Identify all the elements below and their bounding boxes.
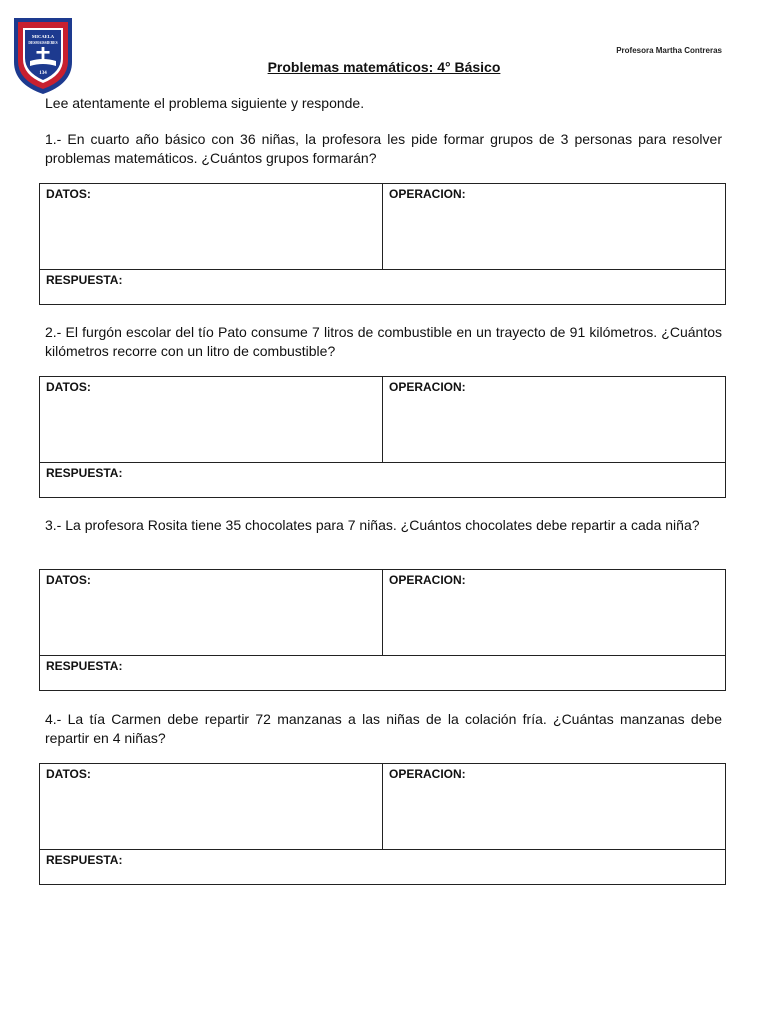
crest-text-2: DESMAISSIERES — [28, 41, 58, 45]
problem-4-answer-table — [39, 763, 726, 885]
problem-2-text: 2.- El furgón escolar del tío Pato consume 7 litros de combustible en un trayecto de 91 kilómetros. ¿Cuántos kilómetros recorre con un litro de combustible? — [45, 324, 722, 359]
page-title-text: Problemas matemáticos: 4° Básico — [267, 59, 501, 75]
datos-label: DATOS: — [46, 380, 91, 394]
datos-label: DATOS: — [46, 767, 91, 781]
problem-4-text: 4.- La tía Carmen debe repartir 72 manzanas a las niñas de la colación fría. ¿Cuántas manzanas debe repartir en 4 niñas? — [45, 711, 722, 746]
operacion-label: OPERACION: — [389, 187, 466, 201]
datos-cell[interactable] — [40, 570, 383, 656]
respuesta-cell[interactable] — [40, 656, 726, 691]
school-crest-logo — [12, 14, 74, 96]
datos-cell[interactable] — [40, 764, 383, 850]
problem-3-answer-table — [39, 569, 726, 691]
datos-label: DATOS: — [46, 573, 91, 587]
problem-1-text: 1.- En cuarto año básico con 36 niñas, la profesora les pide formar grupos de 3 personas para resolver problemas matemáticos. ¿Cuántos grupos formarán? — [45, 131, 722, 166]
respuesta-cell[interactable] — [40, 463, 726, 498]
problem-1-answer-table — [39, 183, 726, 305]
respuesta-label: RESPUESTA: — [46, 853, 123, 867]
respuesta-label: RESPUESTA: — [46, 273, 123, 287]
operacion-cell[interactable] — [383, 764, 726, 850]
operacion-label: OPERACION: — [389, 380, 466, 394]
crest-text-3: 134 — [39, 71, 47, 76]
instructions: Lee atentamente el problema siguiente y responde. — [45, 95, 365, 111]
crest-text-1: MICAELA — [31, 34, 55, 39]
respuesta-label: RESPUESTA: — [46, 466, 123, 480]
respuesta-cell[interactable] — [40, 270, 726, 305]
respuesta-cell[interactable] — [40, 850, 726, 885]
operacion-cell[interactable] — [383, 570, 726, 656]
operacion-cell[interactable] — [383, 184, 726, 270]
page-title — [0, 59, 768, 75]
teacher-name: Profesora Martha Contreras — [616, 46, 722, 55]
operacion-cell[interactable] — [383, 377, 726, 463]
problem-3-text: 3.- La profesora Rosita tiene 35 chocolates para 7 niñas. ¿Cuántos chocolates debe repartir a cada niña? — [45, 517, 700, 533]
datos-label: DATOS: — [46, 187, 91, 201]
datos-cell[interactable] — [40, 377, 383, 463]
operacion-label: OPERACION: — [389, 767, 466, 781]
respuesta-label: RESPUESTA: — [46, 659, 123, 673]
operacion-label: OPERACION: — [389, 573, 466, 587]
problem-2-answer-table — [39, 376, 726, 498]
datos-cell[interactable] — [40, 184, 383, 270]
